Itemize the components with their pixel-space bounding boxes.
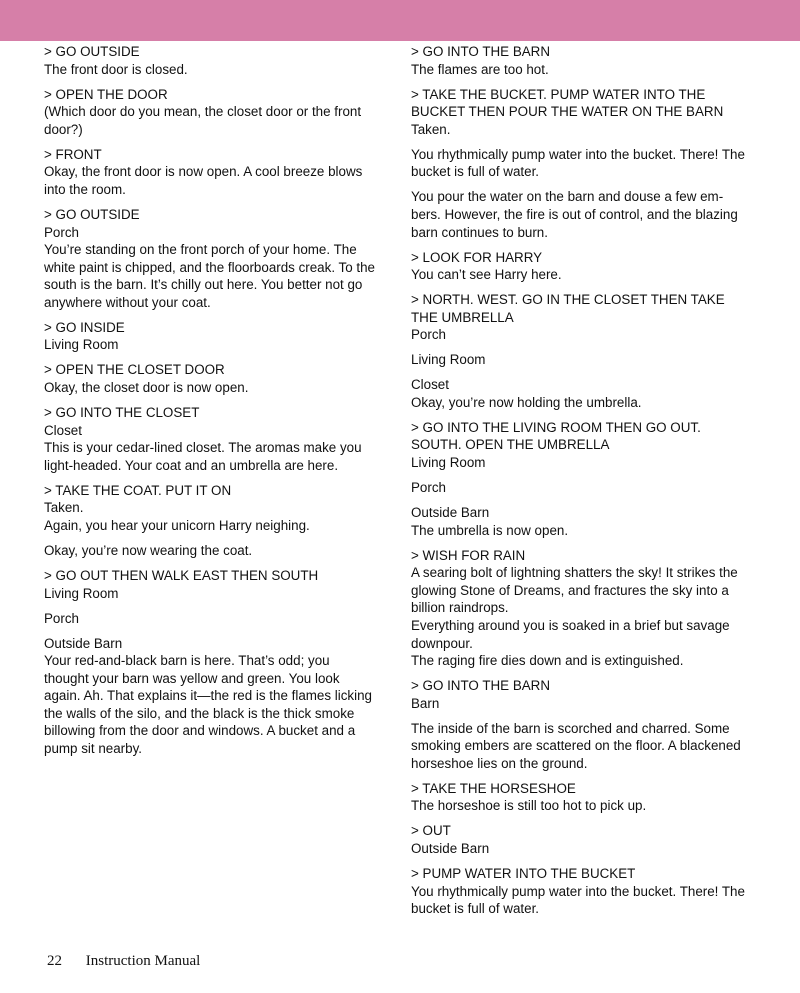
transcript-line: > OUT xyxy=(411,823,451,839)
transcript-line: You’re standing on the front porch of your home. The xyxy=(44,242,357,258)
transcript-entry xyxy=(411,547,763,670)
transcript-line: > TAKE THE HORSESHOE xyxy=(411,780,576,796)
transcript-entry xyxy=(411,677,763,712)
transcript-line: Living Room xyxy=(411,352,486,368)
transcript-line: Living Room xyxy=(411,455,486,470)
transcript-entry xyxy=(44,482,394,535)
transcript-line: Your red-and-black barn is here. That’s odd; you xyxy=(44,653,330,669)
transcript-line: > GO INSIDE xyxy=(44,319,125,335)
transcript-line: Outside Barn xyxy=(411,841,490,857)
transcript-entry xyxy=(44,542,394,560)
transcript-line: > GO INTO THE CLOSET xyxy=(44,405,200,421)
transcript-line: The raging fire dies down and is extinguished. xyxy=(411,653,684,669)
transcript-line: door?) xyxy=(44,121,83,137)
transcript-line: south is the barn. It’s chilly out here. You better not go xyxy=(44,277,363,293)
transcript-line: Living Room xyxy=(44,337,119,353)
transcript-line: > TAKE THE BUCKET. PUMP WATER INTO THE xyxy=(411,86,706,102)
transcript-line: (Which door do you mean, the closet door or the front xyxy=(44,104,362,120)
transcript-line: > GO INTO THE BARN xyxy=(411,44,551,59)
transcript-line: glowing Stone of Dreams, and fractures the sky into a xyxy=(411,582,729,598)
transcript-entry xyxy=(44,404,394,474)
transcript-line: horseshoe lies on the ground. xyxy=(411,755,588,771)
transcript-line: Again, you hear your unicorn Harry neighing. xyxy=(44,517,310,533)
transcript-entry xyxy=(411,291,763,344)
transcript-line: Porch xyxy=(44,224,79,240)
transcript-line: white paint is chipped, and the floorboards creak. To the xyxy=(44,259,376,275)
transcript-line: You can’t see Harry here. xyxy=(411,267,562,283)
transcript-line: Taken. xyxy=(44,500,84,516)
transcript-line: This is your cedar-lined closet. The aromas make you xyxy=(44,440,362,456)
transcript-line: thought your barn was yellow and green. You look xyxy=(44,670,340,686)
transcript-line: SOUTH. OPEN THE UMBRELLA xyxy=(411,437,610,453)
transcript-line: Porch xyxy=(411,327,446,343)
transcript-line: Barn xyxy=(411,695,440,711)
transcript-line: > PUMP WATER INTO THE BUCKET xyxy=(411,866,636,881)
transcript-entry xyxy=(411,479,763,497)
transcript-line: > WISH FOR RAIN xyxy=(411,547,526,563)
left-column xyxy=(44,43,394,765)
transcript-line: billion raindrops. xyxy=(411,600,509,616)
transcript-entry xyxy=(44,610,394,628)
transcript-entry xyxy=(411,249,763,284)
transcript-line: Closet xyxy=(44,422,82,438)
transcript-line: barn continues to burn. xyxy=(411,224,548,240)
transcript-line: > NORTH. WEST. GO IN THE CLOSET THEN TAKE xyxy=(411,292,725,308)
transcript-line: again. Ah. That explains it—the red is the flames licking xyxy=(44,688,372,704)
transcript-line: Okay, the closet door is now open. xyxy=(44,380,249,396)
transcript-line: > OPEN THE DOOR xyxy=(44,86,168,102)
transcript-line: Everything around you is soaked in a brief but savage xyxy=(411,617,730,633)
transcript-entry xyxy=(411,780,763,815)
transcript-entry xyxy=(44,86,394,139)
transcript-line: into the room. xyxy=(44,181,126,197)
transcript-line: The inside of the barn is scorched and charred. Some xyxy=(411,720,730,736)
transcript-line: Outside Barn xyxy=(44,635,123,651)
transcript-line: The front door is closed. xyxy=(44,61,188,77)
transcript-line: The flames are too hot. xyxy=(411,61,549,77)
transcript-line: A searing bolt of lightning shatters the sky! It strikes the xyxy=(411,565,738,581)
transcript-entry xyxy=(411,188,763,241)
transcript-line: > GO OUT THEN WALK EAST THEN SOUTH xyxy=(44,567,319,583)
transcript-line: the walls of the silo, and the black is the thick smoke xyxy=(44,705,355,721)
transcript-line: > OPEN THE CLOSET DOOR xyxy=(44,362,225,378)
transcript-line: bers. However, the fire is out of control, and the blazing xyxy=(411,206,738,222)
transcript-line: pump sit nearby. xyxy=(44,741,142,757)
transcript-line: Porch xyxy=(411,479,446,495)
transcript-line: > FRONT xyxy=(44,146,102,162)
transcript-entry xyxy=(44,567,394,602)
transcript-entry xyxy=(411,43,763,78)
transcript-entry xyxy=(44,361,394,396)
transcript-line: Taken. xyxy=(411,121,451,137)
transcript-line: The umbrella is now open. xyxy=(411,522,569,538)
transcript-line: light-headed. Your coat and an umbrella are here. xyxy=(44,457,339,473)
transcript-entry xyxy=(411,504,763,539)
page-footer xyxy=(47,953,200,970)
transcript-entry xyxy=(411,86,763,139)
page-number: 22 xyxy=(47,953,62,969)
transcript-line: Living Room xyxy=(44,585,119,601)
right-column xyxy=(411,43,763,925)
transcript-entry xyxy=(44,146,394,199)
transcript-line: You rhythmically pump water into the bucket. There! The xyxy=(411,883,745,899)
transcript-entry xyxy=(411,419,763,472)
transcript-line: > GO INTO THE BARN xyxy=(411,678,551,694)
transcript-line: Okay, the front door is now open. A cool breeze blows xyxy=(44,164,363,180)
transcript-line: Closet xyxy=(411,377,449,393)
transcript-line: > TAKE THE COAT. PUT IT ON xyxy=(44,482,232,498)
transcript-line: You rhythmically pump water into the bucket. There! The xyxy=(411,146,745,162)
transcript-line: > LOOK FOR HARRY xyxy=(411,249,543,265)
transcript-entry xyxy=(411,865,763,918)
transcript-entry xyxy=(44,319,394,354)
transcript-line: > GO OUTSIDE xyxy=(44,206,140,222)
transcript-entry xyxy=(411,351,763,369)
transcript-entry xyxy=(44,635,394,758)
transcript-line: > GO OUTSIDE xyxy=(44,44,140,59)
transcript-line: bucket is full of water. xyxy=(411,164,540,180)
transcript-line: downpour. xyxy=(411,635,473,651)
transcript-line: BUCKET THEN POUR THE WATER ON THE BARN xyxy=(411,104,724,120)
transcript-entry xyxy=(44,43,394,78)
transcript-entry xyxy=(411,146,763,181)
transcript-line: The horseshoe is still too hot to pick up. xyxy=(411,798,647,814)
transcript-line: THE UMBRELLA xyxy=(411,309,514,325)
transcript-line: Okay, you’re now wearing the coat. xyxy=(44,542,253,558)
transcript-entry xyxy=(411,720,763,773)
transcript-line: Outside Barn xyxy=(411,504,490,520)
transcript-entry xyxy=(44,206,394,312)
transcript-entry xyxy=(411,822,763,857)
transcript-entry xyxy=(411,376,763,411)
transcript-line: anywhere without your coat. xyxy=(44,294,211,310)
transcript-line: Porch xyxy=(44,610,79,626)
manual-title: Instruction Manual xyxy=(85,953,201,969)
transcript-line: smoking embers are scattered on the floor. A blackened xyxy=(411,738,741,754)
transcript-line: You pour the water on the barn and douse a few em- xyxy=(411,189,724,205)
header-band xyxy=(0,0,800,41)
transcript-line: > GO INTO THE LIVING ROOM THEN GO OUT. xyxy=(411,419,701,435)
transcript-line: Okay, you’re now holding the umbrella. xyxy=(411,394,642,410)
transcript-line: billowing from the door and windows. A bucket and a xyxy=(44,723,356,739)
transcript-line: bucket is full of water. xyxy=(411,901,540,917)
